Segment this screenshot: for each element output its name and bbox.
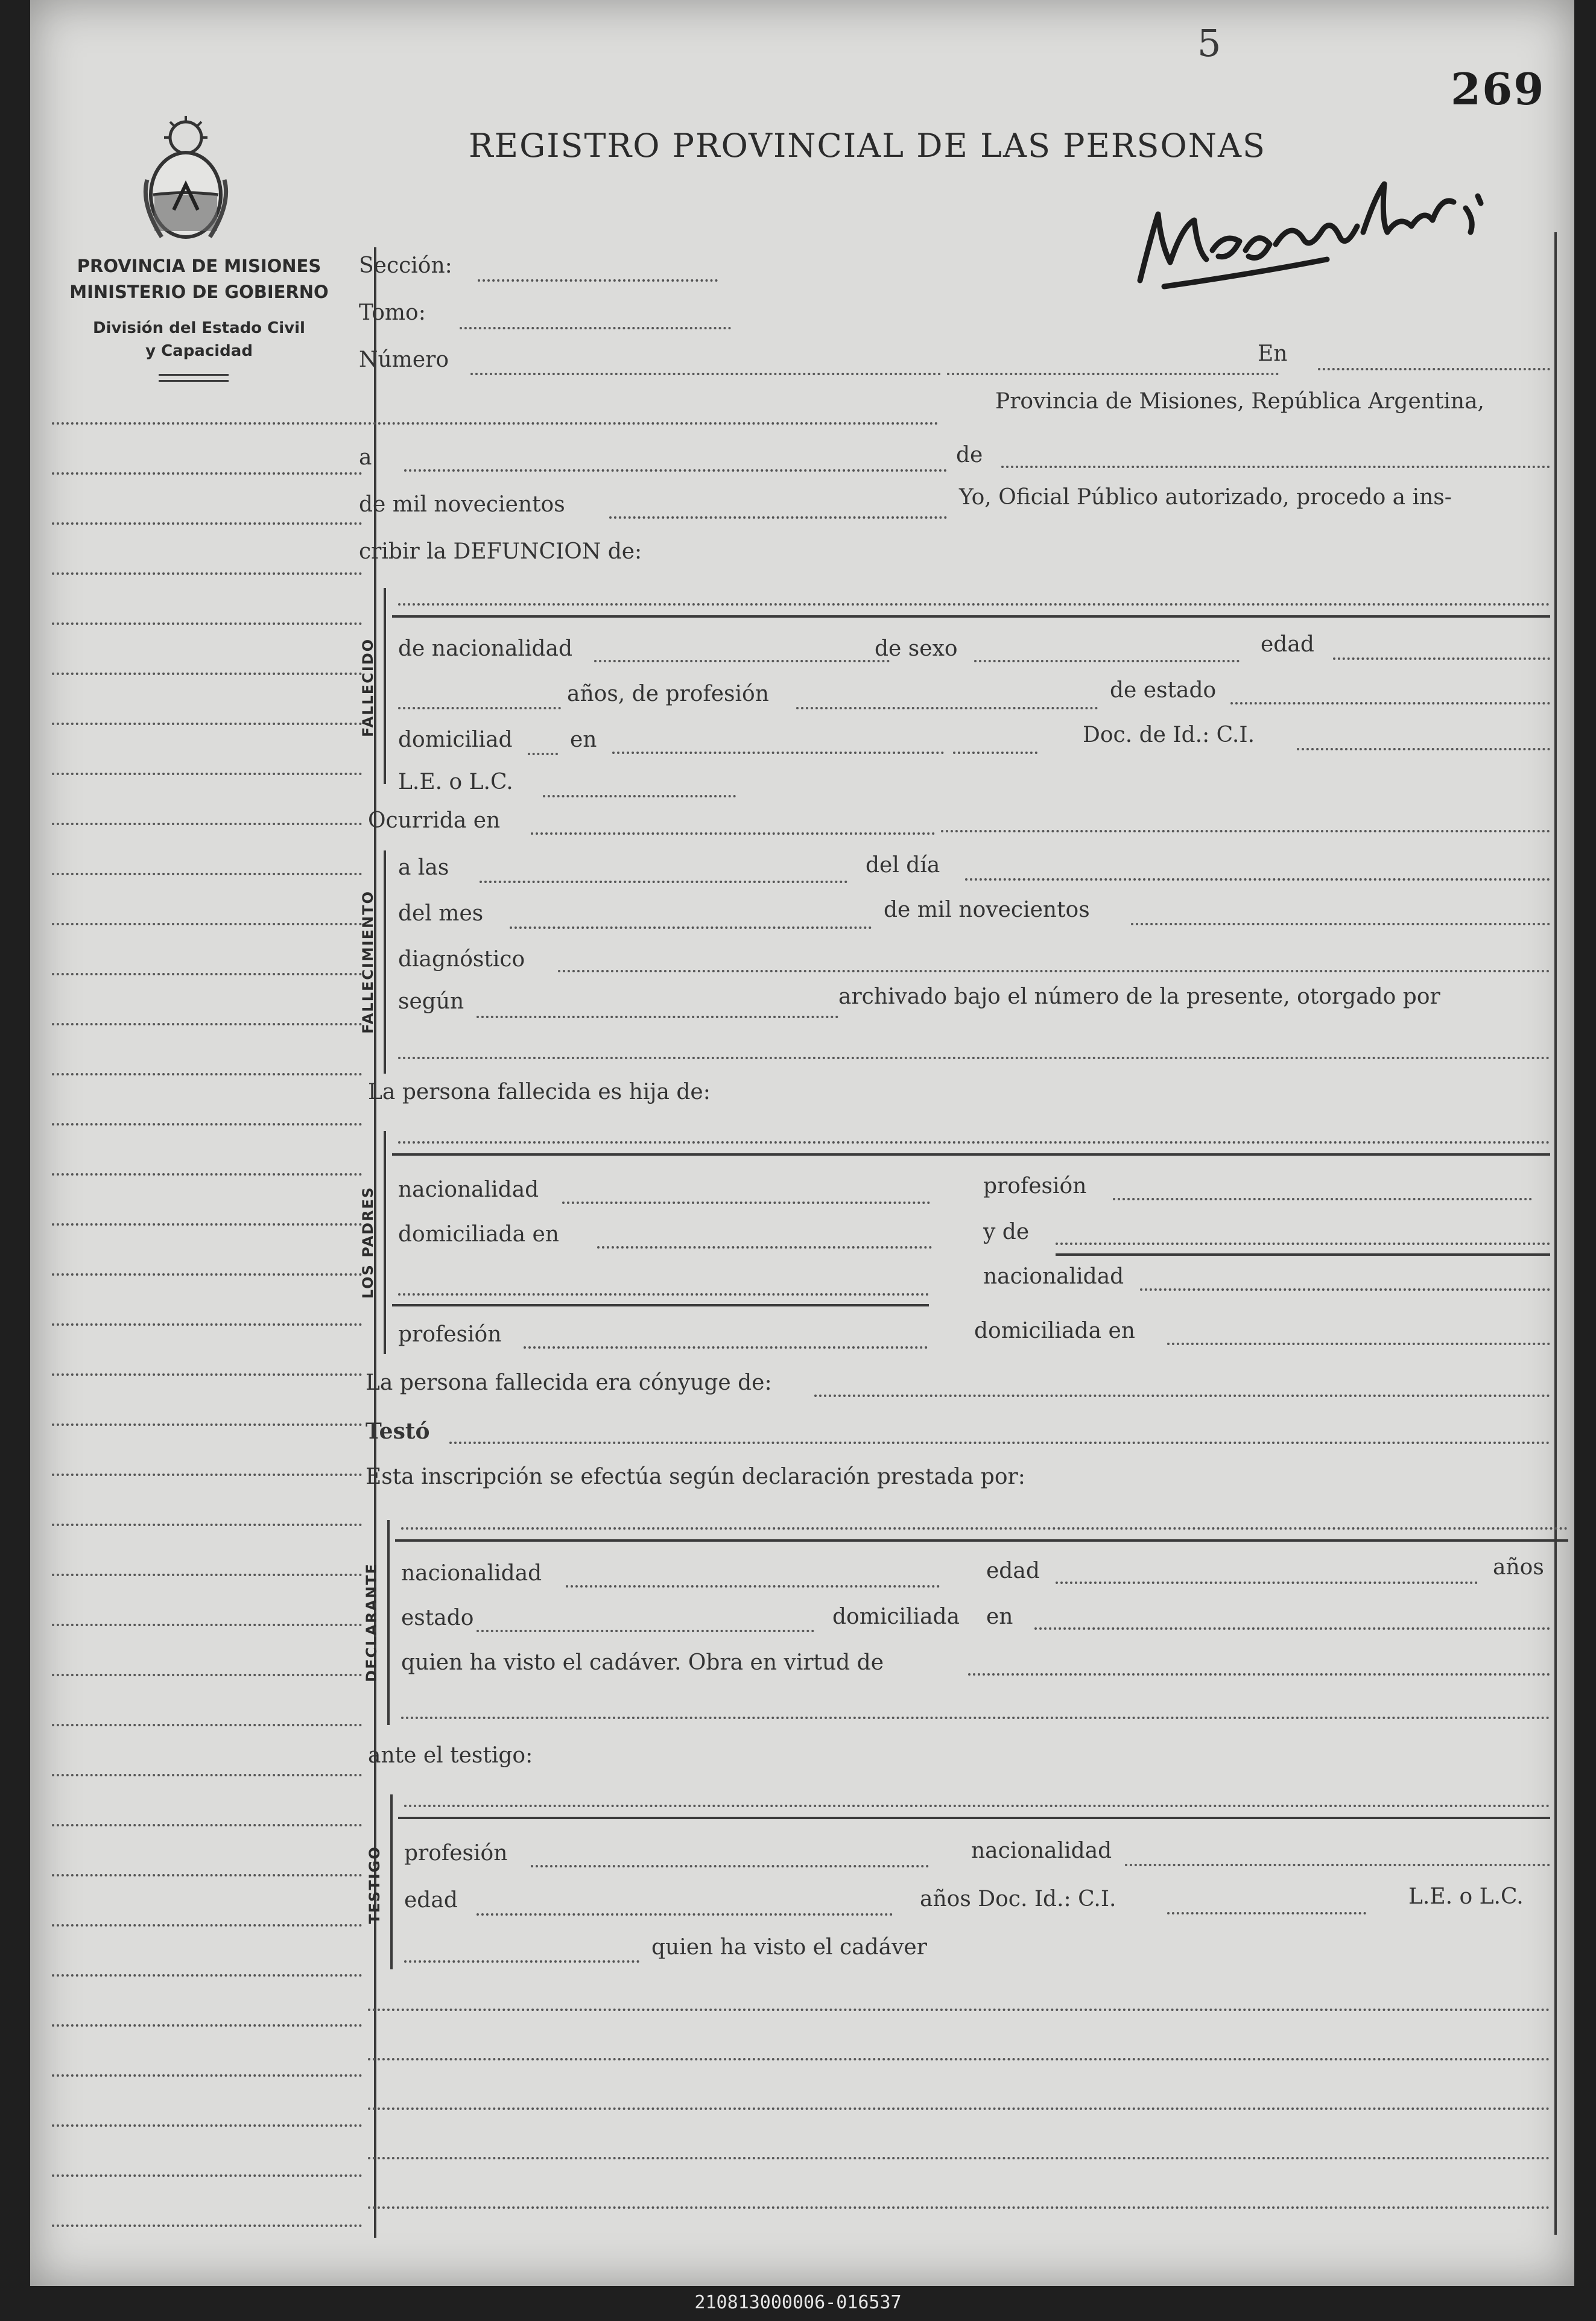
label-a-las: a las	[398, 855, 449, 880]
label-edad: edad	[1261, 632, 1314, 657]
mes-field[interactable]	[510, 926, 872, 929]
section-bracket-fallecido	[384, 588, 386, 784]
le-lc-field[interactable]	[543, 795, 736, 797]
rule-line	[1056, 1253, 1550, 1256]
a-field[interactable]	[404, 469, 947, 472]
seccion-field[interactable]	[478, 279, 718, 282]
rule-line	[395, 1539, 1568, 1542]
sidebar-note-line	[52, 2074, 362, 2077]
sidebar-note-line	[52, 472, 362, 475]
madre-profesion-field[interactable]	[524, 1346, 928, 1349]
document-title: REGISTRO PROVINCIAL DE LAS PERSONAS	[469, 127, 1267, 165]
label-en: En	[1258, 341, 1288, 366]
ci-field[interactable]	[1297, 748, 1550, 750]
declarante-name-field[interactable]	[401, 1527, 1568, 1530]
padre-profesion-field[interactable]	[1113, 1198, 1532, 1200]
label-declarante-anos: años	[1493, 1555, 1544, 1580]
section-label-fallecimiento: FALLECIMIENTO	[359, 890, 376, 1034]
label-y-de: y de	[983, 1220, 1030, 1244]
rule-line	[392, 615, 1550, 618]
testigo-name-field[interactable]	[404, 1805, 1550, 1807]
label-numero: Número	[359, 347, 449, 372]
label-doc-ci: Doc. de Id.: C.I.	[1083, 723, 1255, 747]
label-padre-nacionalidad: nacionalidad	[398, 1177, 539, 1202]
note-line[interactable]	[368, 2107, 1550, 2110]
org-line-ministry: MINISTERIO DE GOBIERNO	[69, 282, 329, 302]
en-field[interactable]	[1318, 368, 1550, 370]
hora-field[interactable]	[480, 881, 847, 883]
label-de: de	[956, 443, 983, 467]
deceased-name-field[interactable]	[398, 603, 1550, 606]
nacionalidad-field[interactable]	[594, 660, 890, 662]
label-declarante-domiciliada: domiciliada	[832, 1604, 960, 1629]
rule-line	[392, 1153, 1550, 1156]
profesion-field[interactable]	[796, 707, 1098, 709]
section-label-fallecido: FALLECIDO	[359, 638, 376, 738]
sidebar-note-line	[52, 773, 362, 775]
division-line-1: División del Estado Civil	[93, 319, 305, 337]
sidebar-note-line	[52, 1624, 362, 1626]
label-tomo: Tomo:	[359, 300, 426, 325]
padre-domicilio-field[interactable]	[597, 1246, 932, 1249]
note-line[interactable]	[368, 2009, 1550, 2011]
label-hija-de: La persona fallecida es hija de:	[368, 1080, 711, 1104]
sidebar-note-line	[52, 923, 362, 925]
sidebar-note-line	[52, 1423, 362, 1426]
label-declarante-nacionalidad: nacionalidad	[401, 1561, 542, 1586]
label-estado: de estado	[1110, 678, 1217, 703]
org-line-province: PROVINCIA DE MISIONES	[77, 256, 321, 276]
sidebar-note-line	[52, 873, 362, 875]
conyuge-field[interactable]	[814, 1395, 1550, 1397]
label-declarante-estado: estado	[401, 1606, 474, 1630]
label-en-domicilio: en	[570, 727, 597, 752]
sidebar-note-line	[52, 1373, 362, 1376]
label-domiciliad: domiciliad	[398, 727, 513, 752]
madre-nacionalidad-field[interactable]	[1140, 1288, 1550, 1291]
label-conyuge: La persona fallecida era cónyuge de:	[366, 1370, 772, 1395]
sidebar-note-line	[52, 522, 362, 525]
folio-number: 269	[1451, 63, 1545, 115]
sidebar-note-line	[52, 2224, 362, 2227]
sidebar-note-line	[52, 823, 362, 825]
declarante-nacionalidad-field[interactable]	[566, 1585, 940, 1588]
sidebar-note-line	[52, 422, 362, 425]
signature	[1128, 160, 1514, 305]
padre-extra-field[interactable]	[398, 1293, 929, 1296]
rule-line	[398, 1817, 1550, 1819]
label-padre-profesion: profesión	[983, 1174, 1087, 1198]
otorgado-por-field[interactable]	[398, 1057, 1550, 1059]
domicilio-field-2[interactable]	[953, 752, 1037, 754]
sidebar-note-line	[52, 1674, 362, 1676]
label-declarante-edad: edad	[986, 1559, 1040, 1583]
testo-field[interactable]	[449, 1442, 1550, 1444]
note-line[interactable]	[368, 2058, 1550, 2060]
note-line[interactable]	[368, 2206, 1550, 2209]
sidebar-note-line	[52, 622, 362, 625]
label-diagnostico: diagnóstico	[398, 947, 525, 972]
tomo-field[interactable]	[460, 327, 731, 329]
label-de-mil-fallecimiento: de mil novecientos	[884, 898, 1090, 922]
ocurrida-field[interactable]	[531, 832, 935, 835]
sidebar-note-line	[52, 673, 362, 675]
label-provincia: Provincia de Misiones, República Argentina,	[995, 389, 1485, 414]
label-ocurrida: Ocurrida en	[368, 808, 501, 833]
label-madre-domiciliada: domiciliada en	[974, 1319, 1135, 1343]
label-testigo-quien: quien ha visto el cadáver	[651, 1935, 927, 1960]
sidebar-org	[54, 253, 344, 305]
sidebar-note-line	[52, 572, 362, 575]
sidebar-note-line	[52, 1724, 362, 1726]
madre-name-field[interactable]	[1056, 1243, 1550, 1245]
sidebar-underline	[159, 374, 229, 376]
declarante-domicilio-field[interactable]	[1034, 1627, 1550, 1630]
coat-of-arms-icon	[138, 113, 234, 246]
testigo-nacionalidad-field[interactable]	[1125, 1864, 1550, 1866]
ocurrida-field-2[interactable]	[941, 830, 1550, 832]
label-inscripcion: Esta inscripción se efectúa según declaración prestada por:	[366, 1464, 1025, 1489]
rule-line	[392, 1304, 929, 1306]
document-page	[30, 0, 1574, 2286]
label-del-mes: del mes	[398, 901, 484, 926]
sidebar-note-line	[52, 1974, 362, 1977]
label-testigo-nacionalidad: nacionalidad	[971, 1838, 1112, 1863]
label-madre-nacionalidad: nacionalidad	[983, 1264, 1124, 1289]
obra-virtud-field[interactable]	[968, 1673, 1550, 1676]
label-del-dia: del día	[866, 853, 940, 878]
testigo-edad-field[interactable]	[477, 1913, 893, 1916]
numero-field-2[interactable]	[947, 373, 1279, 375]
declarante-estado-field[interactable]	[477, 1630, 814, 1632]
year-field[interactable]	[609, 516, 947, 519]
testigo-profesion-field[interactable]	[531, 1865, 929, 1867]
sexo-field[interactable]	[974, 660, 1240, 662]
de-field[interactable]	[1001, 466, 1550, 468]
label-sexo: de sexo	[875, 636, 958, 661]
sidebar-note-line	[52, 1774, 362, 1776]
label-declarante-en: en	[986, 1604, 1013, 1629]
estado-field[interactable]	[1230, 702, 1550, 705]
label-testigo-profesion: profesión	[404, 1841, 508, 1866]
madre-domicilio-field[interactable]	[1167, 1343, 1550, 1345]
sidebar-note-line	[52, 1824, 362, 1826]
sidebar-note-line	[52, 2124, 362, 2127]
sidebar-note-line	[52, 973, 362, 975]
section-bracket-padres	[384, 1131, 386, 1354]
label-anos-profesion: años, de profesión	[567, 682, 769, 706]
sidebar-note-line	[52, 1323, 362, 1326]
sidebar-note-line	[52, 1874, 362, 1876]
edad-field[interactable]	[1333, 657, 1550, 660]
label-segun: según	[398, 989, 464, 1014]
anos-field[interactable]	[398, 707, 561, 709]
label-cribir: cribir la DEFUNCION de:	[359, 539, 642, 564]
sidebar-note-line	[52, 1924, 362, 1927]
note-line[interactable]	[368, 2157, 1550, 2159]
sidebar-note-line	[52, 1474, 362, 1476]
label-declarante-quien: quien ha visto el cadáver. Obra en virtud de	[401, 1650, 884, 1675]
label-testo: Testó	[366, 1419, 430, 1444]
sidebar-note-line	[52, 1524, 362, 1526]
label-ante-testigo: ante el testigo:	[368, 1743, 533, 1768]
dia-field[interactable]	[965, 878, 1550, 881]
label-seccion: Sección:	[359, 253, 452, 278]
division-line-2: y Capacidad	[145, 342, 253, 360]
label-le-lc: L.E. o L.C.	[398, 770, 513, 794]
right-margin-line	[1554, 232, 1557, 2235]
sidebar-note-line	[52, 1223, 362, 1226]
section-label-declarante: DECLARANTE	[363, 1563, 380, 1682]
page-number: 5	[1197, 21, 1221, 65]
numero-field[interactable]	[470, 373, 941, 375]
ano-field[interactable]	[1131, 923, 1550, 925]
sidebar-underline-2	[159, 380, 229, 382]
label-madre-profesion: profesión	[398, 1322, 502, 1347]
sidebar-note-line	[52, 1273, 362, 1276]
place-field[interactable]	[359, 422, 938, 425]
declarante-edad-field[interactable]	[1056, 1582, 1478, 1584]
sidebar-note-line	[52, 2174, 362, 2177]
label-nacionalidad: de nacionalidad	[398, 636, 573, 661]
section-bracket-declarante	[387, 1520, 390, 1725]
label-de-mil: de mil novecientos	[359, 492, 565, 517]
label-a: a	[359, 445, 372, 470]
declarante-extra-field[interactable]	[401, 1717, 1550, 1719]
sidebar-note-line	[52, 1023, 362, 1025]
sidebar-note-line	[52, 723, 362, 725]
padre-name-field[interactable]	[398, 1141, 1550, 1144]
section-label-padres: LOS PADRES	[359, 1186, 376, 1299]
padre-nacionalidad-field[interactable]	[562, 1202, 930, 1204]
footer-id: 210813000006-016537	[694, 2292, 902, 2313]
domiciliad-suffix-field[interactable]	[528, 753, 558, 755]
testigo-ci-field[interactable]	[1167, 1912, 1366, 1914]
diagnostico-field[interactable]	[558, 970, 1550, 972]
sidebar-note-line	[52, 1173, 362, 1176]
section-bracket-testigo	[390, 1794, 393, 1969]
label-testigo-edad: edad	[404, 1888, 458, 1913]
label-archivado: archivado bajo el número de la presente, otorgado por	[838, 984, 1440, 1009]
sidebar-note-line	[52, 2024, 362, 2027]
sidebar-division	[66, 317, 332, 363]
label-testigo-le-lc: L.E. o L.C.	[1408, 1884, 1524, 1909]
sidebar-note-line	[52, 1123, 362, 1126]
label-padre-domiciliada: domiciliada en	[398, 1222, 559, 1247]
sidebar-note-line	[52, 1073, 362, 1075]
sidebar-note-line	[52, 1574, 362, 1576]
section-label-testigo: TESTIGO	[366, 1846, 383, 1924]
testigo-le-lc-field[interactable]	[404, 1960, 639, 1963]
section-bracket-fallecimiento	[384, 850, 386, 1074]
domicilio-field[interactable]	[612, 752, 944, 754]
label-testigo-anos-doc: años Doc. Id.: C.I.	[920, 1887, 1116, 1911]
label-yo-oficial: Yo, Oficial Público autorizado, procedo a ins-	[959, 485, 1452, 510]
segun-field[interactable]	[477, 1016, 838, 1018]
